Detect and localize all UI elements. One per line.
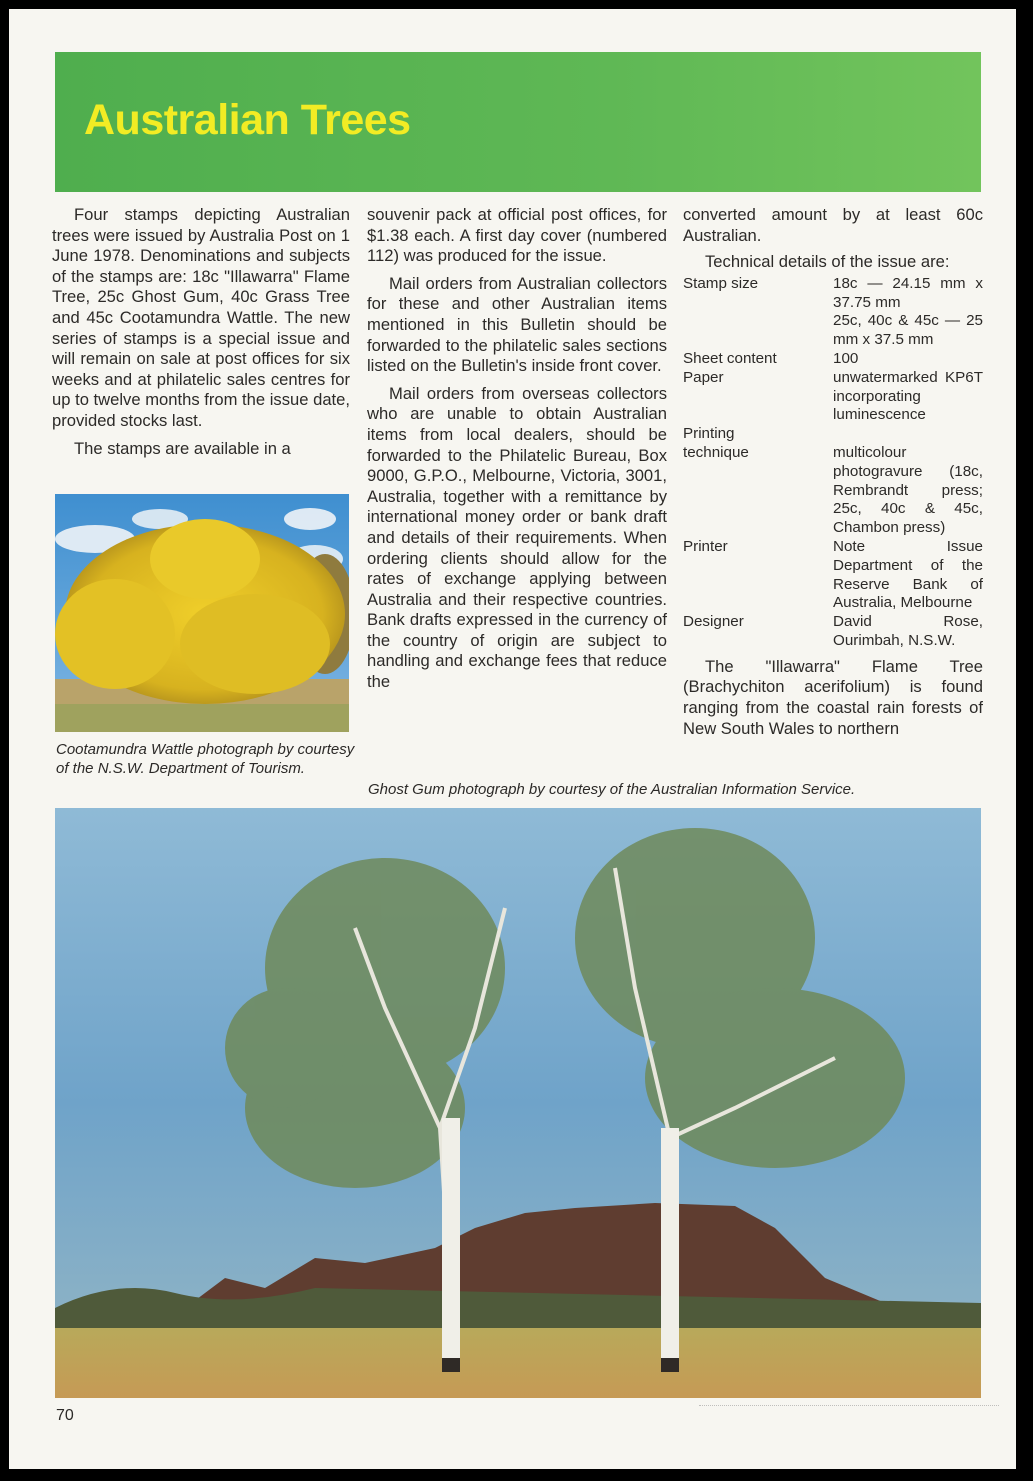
paragraph: converted amount by at least 60c Australian. — [683, 205, 983, 245]
tech-heading: Technical details of the issue are: — [705, 252, 950, 272]
technical-details-table — [683, 275, 983, 651]
tech-key: Designer — [683, 613, 744, 631]
tech-key: Sheet content — [683, 349, 777, 367]
tech-value: Note Issue Department of the Reserve Bank of Australia, Melbourne — [833, 537, 983, 612]
print-specks — [699, 1405, 999, 1410]
title-banner — [55, 52, 981, 192]
cootamundra-wattle-photo — [55, 494, 349, 732]
tech-row-stamp-size — [683, 275, 983, 350]
column-1 — [52, 205, 350, 466]
tech-value: David Rose, Ourimbah, N.S.W. — [833, 613, 983, 649]
paragraph: Four stamps depicting Australian trees were issued by Australia Post on 1 June 1978. Denominations and subjects of the stamps are: 18c "Illawarra" Flame Tree, 25c Ghost Gum, 40c Grass Tree and 45c Cootamundra Wattle. The new series of stamps is a special issue and will remain on sale at post offices for six weeks and at philatelic sales centres for up to twelve months from the issue date, provided stocks last. — [52, 205, 350, 430]
paragraph: The "Illawarra" Flame Tree (Brachychiton acerifolium) is found ranging from the coastal rain forests of New South Wales to northern — [683, 656, 983, 738]
tech-key: Printer — [683, 537, 728, 555]
paragraph: Mail orders from Australian collectors for these and other Australian items mentioned in this Bulletin should be forwarded to the philatelic sales sections listed on the Bulletin's inside front cover. — [367, 273, 667, 376]
ghost-gum-photo-caption: Ghost Gum photograph by courtesy of the Australian Information Service. — [368, 781, 856, 798]
tech-key: Stamp size — [683, 274, 759, 292]
tech-value — [833, 275, 983, 350]
tech-value: multicolour photogravure (18c, Rembrandt press; 25c, 40c & 45c, Chambon press) — [833, 443, 983, 537]
tech-row-paper — [683, 369, 983, 425]
column-3 — [683, 205, 983, 746]
tech-key: Printing technique — [683, 425, 749, 461]
paragraph: Mail orders from overseas collectors who are unable to obtain Australian items from local dealers, should be forwarded to the Philatelic Bureau, Box 9000, G.P.O., Melbourne, Victoria, 3001, Australia, together with a remittance by international money order or bank draft and details of their requirements. When ordering clients should allow for the rates of exchange applying between Australia and their respective countries. Bank drafts expressed in the currency of the country of origin are subject to handling and exchange fees that reduce the — [367, 383, 667, 692]
tech-row-sheet-content — [683, 350, 983, 369]
ghost-gum-photo — [55, 808, 981, 1398]
column-2 — [367, 205, 667, 700]
wattle-photo-illustration — [55, 494, 349, 732]
tech-value-line: 18c — 24.15 mm x 37.75 mm — [833, 274, 983, 311]
tech-value-line: 25c, 40c & 45c — 25 mm x 37.5 mm — [833, 312, 983, 349]
article-title: Australian Trees — [84, 96, 411, 144]
tech-value: unwatermarked KP6T incorporating luminescence — [833, 368, 983, 424]
tech-value: 100 — [833, 349, 859, 367]
tech-row-printer — [683, 538, 983, 613]
paragraph: souvenir pack at official post offices, for $1.38 each. A first day cover (numbered 112) was produced for the issue. — [367, 205, 667, 266]
ghost-gum-photo-illustration — [55, 808, 981, 1398]
page-number: 70 — [56, 1407, 74, 1424]
magazine-page — [9, 9, 1016, 1469]
tech-row-printing-technique — [683, 425, 983, 538]
tech-row-designer — [683, 613, 983, 651]
tech-key: Paper — [683, 368, 724, 386]
wattle-photo-caption: Cootamundra Wattle photograph by courtesy of the N.S.W. Department of Tourism. — [56, 741, 355, 777]
paragraph: The stamps are available in a — [74, 438, 291, 458]
